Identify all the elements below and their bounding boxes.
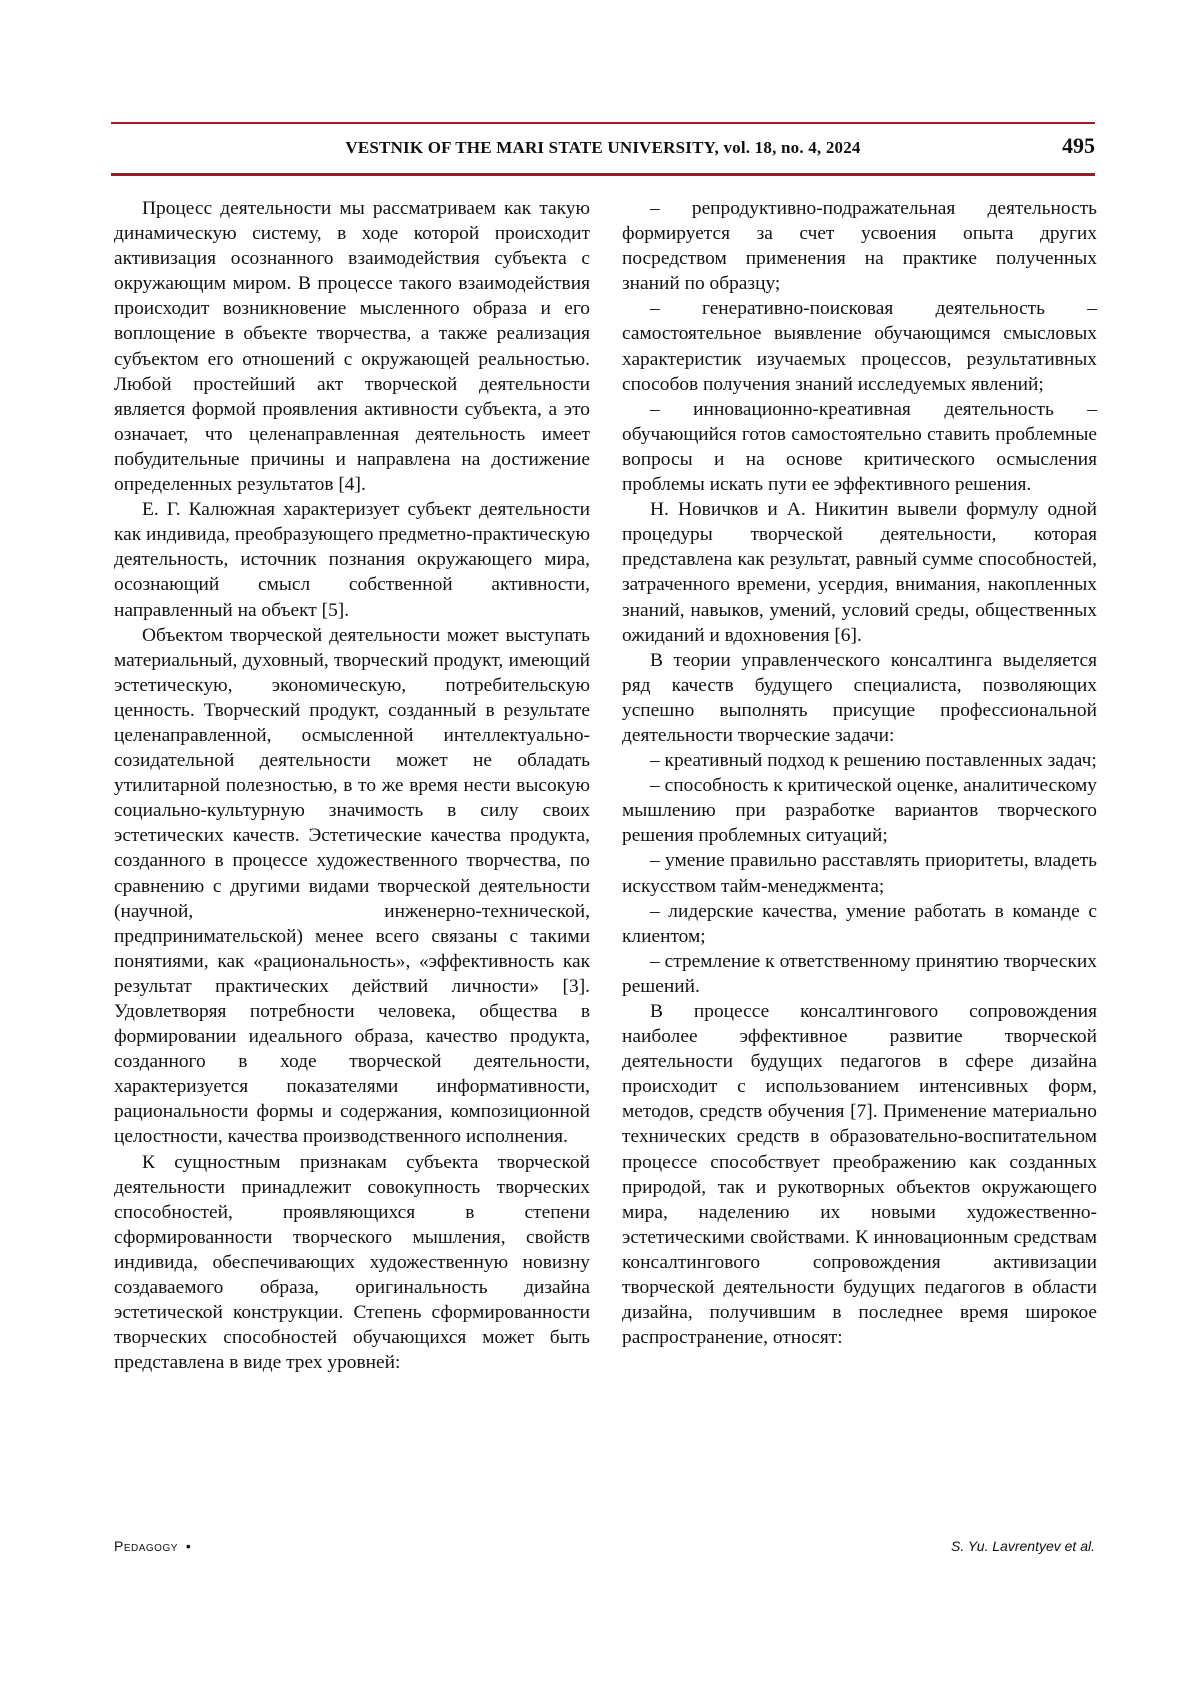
footer-authors: S. Yu. Lavrentyev et al. [951,1538,1095,1554]
page-number: 495 [1062,133,1095,158]
paragraph: Н. Новичков и А. Никитин вывели формулу одной процедуры творческой деятельности, которая представлена как результат, равный сумме способностей, затраченного времени, усердия, внимания, накопленных знаний, навыков, умений, условий среды, общественных ожиданий и вдохновения [6]. [622,499,1097,646]
left-text-column [114,196,590,1375]
list-item: – стремление к ответственному принятию творческих решений. [622,950,1097,997]
paragraph: В теории управленческого консалтинга выделяется ряд качеств будущего специалиста, позволяющих успешно выполнять присущие профессиональной деятельности творческие задачи: [622,649,1097,746]
paragraph: Процесс деятельности мы рассматриваем как такую динамическую систему, в ходе которой происходит активизация осознанного взаимодействия субъекта с окружающим миром. В процессе такого взаимодействия происходит возникновение мысленного образа и его воплощение в объекте творчества, а также реализация субъектом его отношений с окружающей реальностью. Любой простейший акт творческой деятельности является формой проявления активности субъекта, а это означает, что целенаправленная деятельность имеет побудительные причины и направлена на достижение определенных результатов [4]. [114,198,590,496]
list-item: – лидерские качества, умение работать в команде с клиентом; [622,900,1097,947]
paragraph: Е. Г. Калюжная характеризует субъект деятельности как индивида, преобразующего предметно-практическую деятельность, источник познания окружающего мира, осознающий смысл собственной активности, направленный на объект [5]. [114,499,590,621]
list-item: – способность к критической оценке, аналитическому мышлению при разработке вариантов творческого решения проблемных ситуаций; [622,775,1097,847]
list-item: – умение правильно расставлять приоритеты, владеть искусством тайм-менеджмента; [622,850,1097,897]
footer-section [114,1538,191,1554]
paragraph: К сущностным признакам субъекта творческой деятельности принадлежит совокупность творческих способностей, проявляющихся в степени сформированности творческого мышления, свойств индивида, обеспечивающих художественную новизну создаваемого образа, оригинальность дизайна эстетической конструкции. Степень сформированности творческих способностей обучающихся может быть представлена в виде трех уровней: [114,1151,590,1374]
journal-title: VESTNIK OF THE MARI STATE UNIVERSITY, vol. 18, no. 4, 2024 [345,138,861,157]
footer-section-label: Pedagogy [114,1538,178,1554]
list-item: – креативный подход к решению поставленных задач; [650,750,1097,772]
right-text-column [622,196,1097,1350]
paragraph: В процессе консалтингового сопровождения наиболее эффективное развитие творческой деятельности будущих педагогов в сфере дизайна происходит с использованием интенсивных форм, методов, средств обучения [7]. Применение материально технических средств в образовательно-воспитательном процессе способствует преображению как созданных природой, так и рукотворных объектов окружающего мира, наделению их новыми художественно-эстетическими свойствами. К инновационным средствам консалтингового сопровождения активизации творческой деятельности будущих педагогов в области дизайна, получившим в последнее время широкое распространение, относят: [622,1001,1097,1349]
list-item: – инновационно-креативная деятельность – обучающийся готов самостоятельно ставить проблемные вопросы и на основе критического осмысления проблемы искать пути ее эффективного решения. [622,398,1097,496]
paragraph: Объектом творческой деятельности может выступать материальный, духовный, творческий продукт, имеющий эстетическую, экономическую, потребительскую ценность. Творческий продукт, созданный в результате целенаправленной, осмысленной интеллектуально-созидательной деятельности может не обладать утилитарной полезностью, в то же время нести высокую социально-культурную значимость в силу своих эстетических качеств. Эстетические качества продукта, созданного в процессе художественного творчества, по сравнению с другими видами творческой деятельности (научной, инженерно-технической, предпринимательской) менее всего связаны с такими понятиями, как «рациональность», «эффективность как результат практических действий личности» [3]. Удовлетворяя потребности человека, общества в формировании идеального образа, качество продукта, созданного в ходе творческой деятельности, характеризуется показателями информативности, рациональности формы и содержания, композиционной целостности, качества производственного исполнения. [114,624,590,1148]
list-item: – генеративно-поисковая деятельность – самостоятельное выявление обучающимся смысловых характеристик изучаемых процессов, результативных способов получения знаний исследуемых явлений; [622,298,1097,395]
header-top-rule [111,122,1095,124]
header-bottom-rule [111,173,1095,176]
list-item: – репродуктивно-подражательная деятельность формируется за счет усвоения опыта других посредством применения на практике полученных знаний по образцу; [622,198,1097,295]
footer-bullet: • [185,1538,192,1554]
